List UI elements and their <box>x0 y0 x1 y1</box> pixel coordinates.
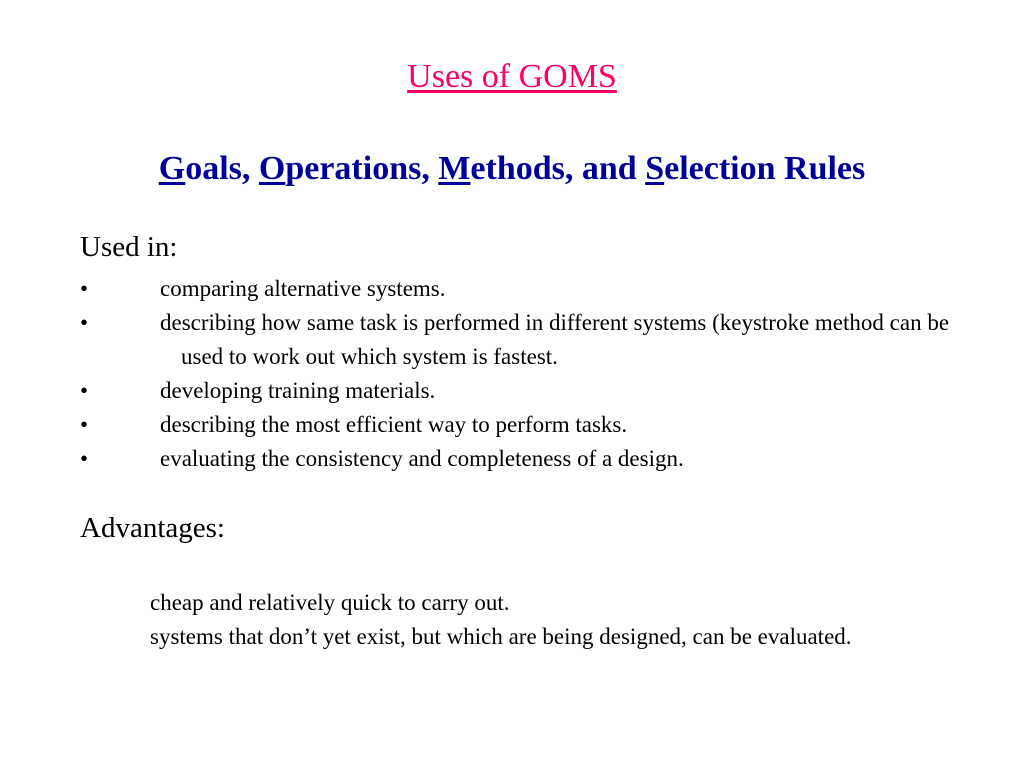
used-in-item <box>80 306 980 374</box>
advantages-heading: Advantages: <box>80 512 225 544</box>
slide-subtitle <box>0 150 1024 188</box>
advantage-item: cheap and relatively quick to carry out. <box>150 590 510 615</box>
used-in-heading: Used in: <box>80 231 178 263</box>
goals-rest: oals, <box>185 150 259 187</box>
used-in-item <box>80 272 980 306</box>
operations-rest: perations, <box>285 150 439 187</box>
advantages-list <box>150 586 950 654</box>
selection-rest: election Rules <box>664 150 866 187</box>
goals-initial: G <box>158 150 186 187</box>
bullet-icon: • <box>80 310 89 335</box>
used-in-item-text: evaluating the consistency and completeness of a design. <box>160 446 684 471</box>
used-in-item-text: developing training materials. <box>160 378 436 403</box>
operations-initial: O <box>258 150 286 187</box>
bullet-icon: • <box>80 378 89 403</box>
selection-initial: S <box>645 150 665 187</box>
used-in-item <box>80 408 980 442</box>
slide-title: Uses of GOMS <box>407 58 617 95</box>
used-in-list <box>80 272 980 476</box>
advantage-item: systems that don’t yet exist, but which are being designed, can be evaluated. <box>150 624 852 649</box>
bullet-icon: • <box>80 412 89 437</box>
used-in-item <box>80 442 980 476</box>
methods-initial: M <box>438 150 471 187</box>
bullet-icon: • <box>80 446 89 471</box>
methods-rest: ethods, and <box>470 150 646 187</box>
bullet-icon: • <box>80 276 89 301</box>
used-in-item-text: describing the most efficient way to perform tasks. <box>160 412 628 437</box>
used-in-item-text: comparing alternative systems. <box>160 276 446 301</box>
used-in-item <box>80 374 980 408</box>
used-in-item-text: describing how same task is performed in different systems (keystroke method can be used to work out which system is fastest. <box>160 310 950 369</box>
